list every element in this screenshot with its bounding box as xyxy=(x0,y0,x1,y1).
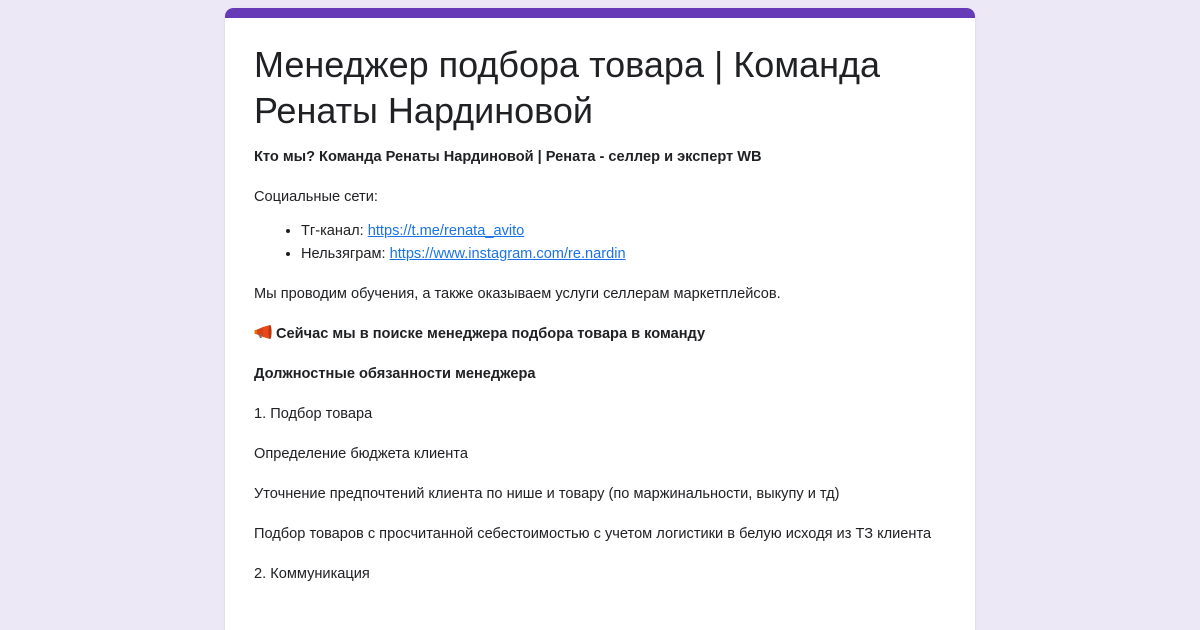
social-heading: Социальные сети: xyxy=(254,189,378,205)
section-2-heading: 2. Коммуникация xyxy=(254,566,370,582)
duties-heading: Должностные обязанности менеджера xyxy=(254,366,536,382)
card-body xyxy=(225,18,975,586)
duty-budget: Определение бюджета клиента xyxy=(254,446,468,462)
hiring-text: Сейчас мы в поиске менеджера подбора товара в команду xyxy=(276,326,706,342)
card-accent-bar xyxy=(225,8,975,18)
form-description xyxy=(254,146,946,586)
who-we-are-text: Кто мы? Команда Ренаты Нардиновой | Рената - селлер и эксперт WB xyxy=(254,149,762,165)
instagram-link[interactable]: https://www.instagram.com/re.nardin xyxy=(389,246,626,262)
form-header-card xyxy=(225,8,975,630)
duty-selection: Подбор товаров с просчитанной себестоимостью с учетом логистики в белую исходя из ТЗ клиента xyxy=(254,526,932,542)
section-1-heading: 1. Подбор товара xyxy=(254,406,373,422)
social-link-item-telegram xyxy=(301,220,946,243)
social-link-prefix: Нельзяграм: xyxy=(301,246,390,262)
form-title: Менеджер подбора товара | Команда Ренаты Нардиновой xyxy=(254,44,880,131)
hiring-text-row xyxy=(254,323,946,346)
social-link-prefix: Тг-канал: xyxy=(301,223,368,239)
services-text: Мы проводим обучения, а также оказываем услуги селлерам маркетплейсов. xyxy=(254,286,781,302)
duty-preferences: Уточнение предпочтений клиента по нише и товару (по маржинальности, выкупу и тд) xyxy=(254,486,840,502)
social-links-list xyxy=(254,220,946,266)
megaphone-icon xyxy=(254,325,272,339)
telegram-link[interactable]: https://t.me/renata_avito xyxy=(367,223,525,239)
social-link-item-instagram xyxy=(301,243,946,266)
